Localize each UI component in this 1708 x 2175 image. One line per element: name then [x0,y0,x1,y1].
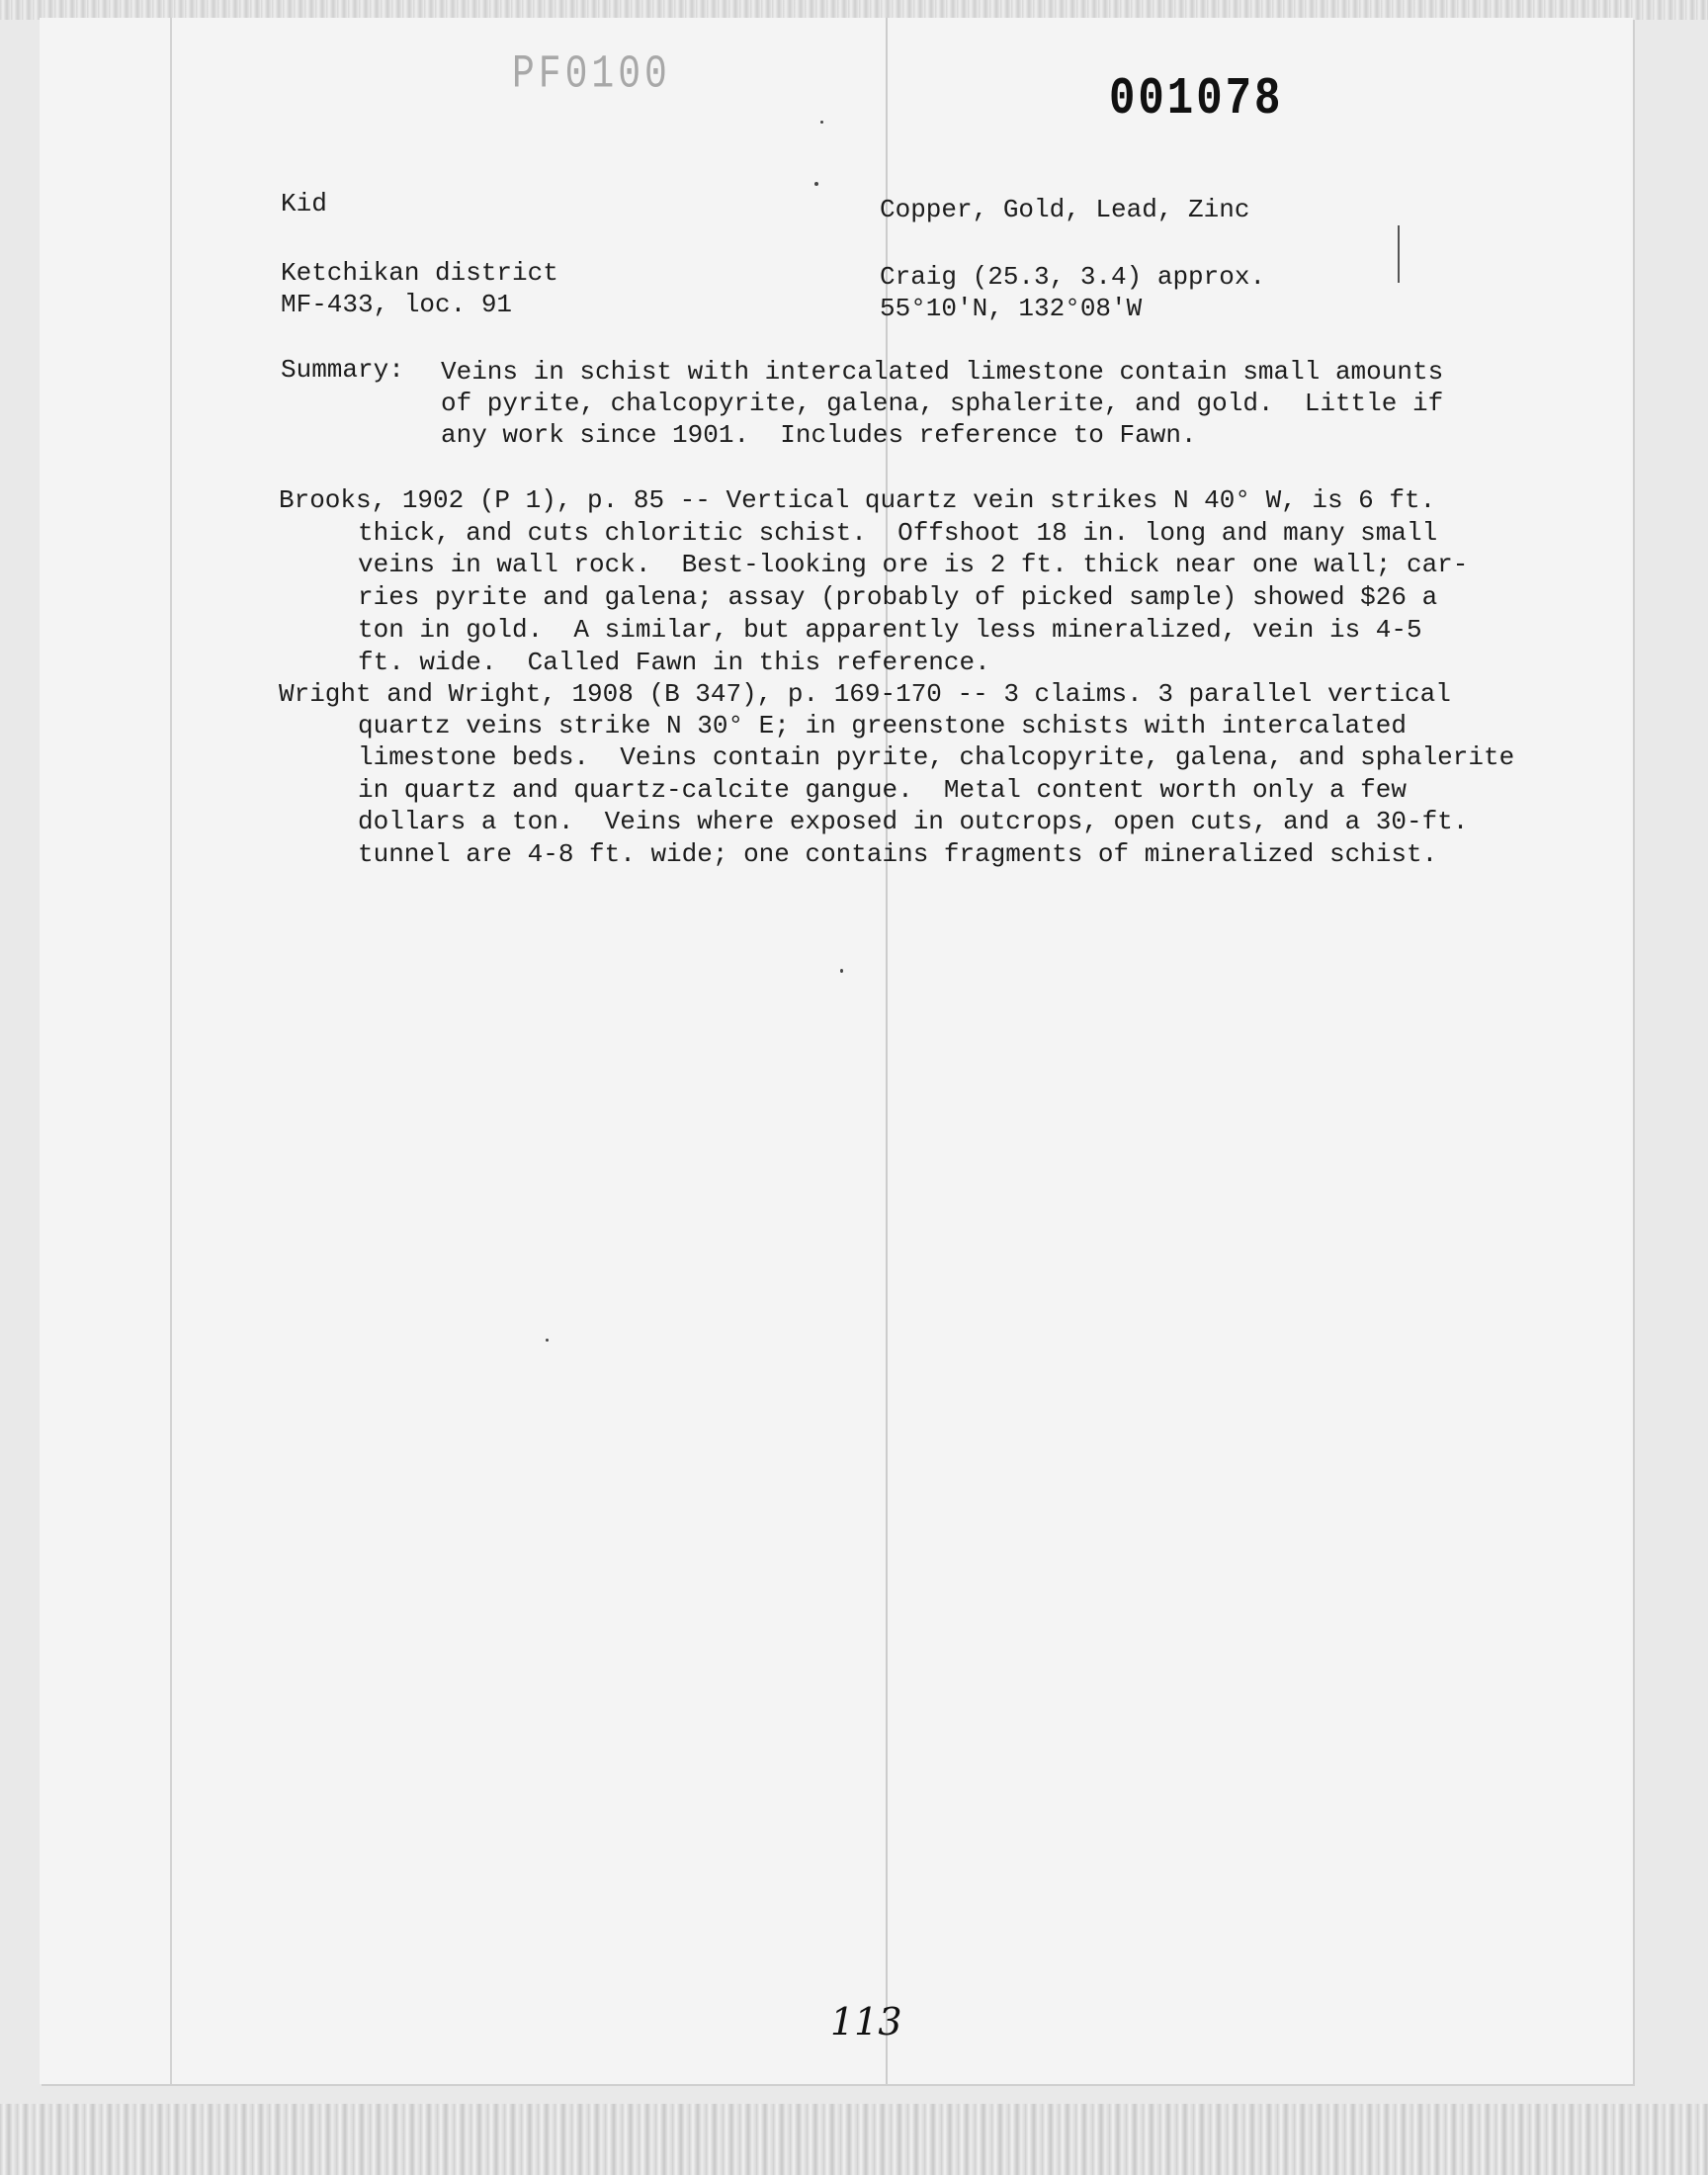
map-reference: MF-433, loc. 91 [281,290,513,319]
reference-line: ries pyrite and galena; assay (probably of picked sample) showed $26 a [358,582,1438,612]
coordinates: 55°10'N, 132°08'W [880,294,1143,323]
reference-line: quartz veins strike N 30° E; in greenstone schists with intercalated [358,711,1407,740]
reference-line: limestone beds. Veins contain pyrite, chalcopyrite, galena, and sphalerite [358,742,1515,772]
faint-stamp: PF0100 [512,47,671,102]
margin-mark [1398,225,1400,283]
reference-line: dollars a ton. Veins where exposed in outcrops, open cuts, and a 30-ft. [358,807,1469,836]
summary-line: Veins in schist with intercalated limestone contain small amounts [441,357,1444,387]
summary-line: of pyrite, chalcopyrite, galena, sphalerite, and gold. Little if [441,389,1444,418]
reference-line: ft. wide. Called Fawn in this reference. [358,648,990,677]
handwritten-page-number: 113 [830,2000,902,2044]
speck [840,969,843,973]
reference-line: thick, and cuts chloritic schist. Offshoot 18 in. long and many small [358,518,1438,548]
reference-line: in quartz and quartz-calcite gangue. Metal content worth only a few [358,775,1407,805]
reference-line: veins in wall rock. Best-looking ore is 2 ft. thick near one wall; car- [358,550,1469,579]
summary-line: any work since 1901. Includes reference to Fawn. [441,420,1197,450]
quadrangle: Craig (25.3, 3.4) approx. [880,262,1266,292]
reference-line: tunnel are 4-8 ft. wide; one contains fragments of mineralized schist. [358,839,1438,869]
speck [546,1339,549,1342]
reference-first-line: Brooks, 1902 (P 1), p. 85 -- Vertical quartz vein strikes N 40° W, is 6 ft. [279,485,1436,515]
district: Ketchikan district [281,258,558,288]
speck [814,182,818,186]
scan-artifact-bottom [0,2104,1708,2175]
document-page [40,18,1633,2084]
scan-artifact-top [0,0,1708,20]
commodities: Copper, Gold, Lead, Zinc [880,195,1250,224]
reference-first-line: Wright and Wright, 1908 (B 347), p. 169-170 -- 3 claims. 3 parallel vertical [279,679,1451,709]
fold-line [170,18,172,2084]
fold-line [886,18,888,2084]
speck [820,121,823,124]
reference-line: ton in gold. A similar, but apparently less mineralized, vein is 4-5 [358,615,1422,645]
property-name: Kid [281,189,327,218]
summary-label: Summary: [281,355,404,385]
document-number-stamp: 001078 [1109,70,1284,130]
